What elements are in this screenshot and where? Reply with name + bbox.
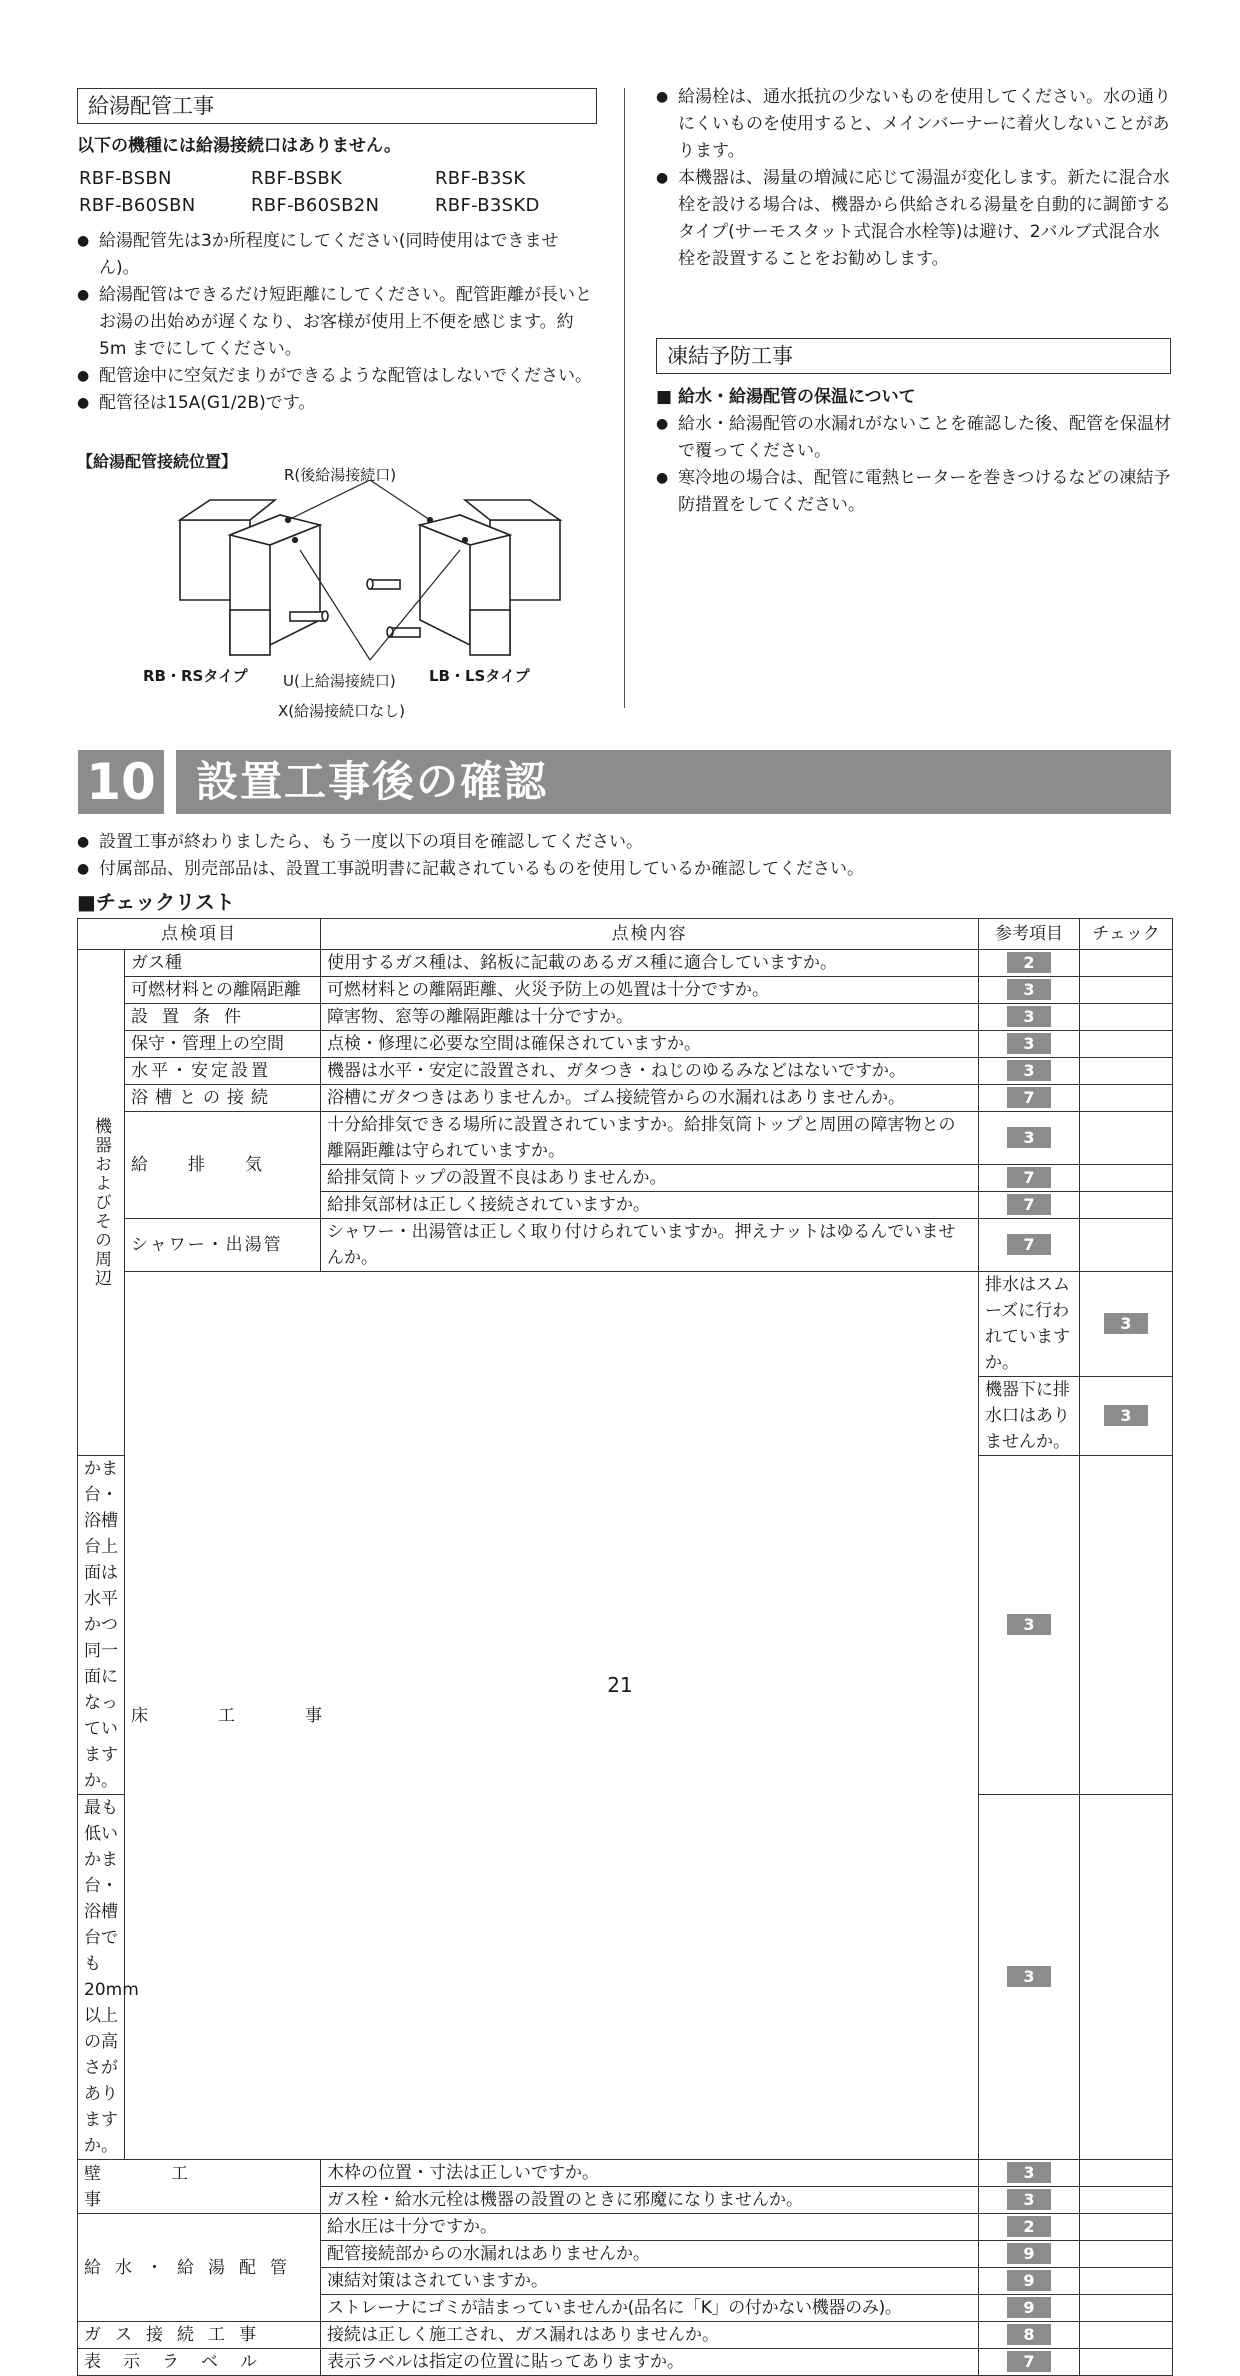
section-title: 設置工事後の確認 (196, 757, 549, 806)
header-content: 点検内容 (321, 919, 979, 950)
reference-cell (979, 2322, 1080, 2349)
table-row (78, 2160, 1173, 2187)
reference-cell (979, 950, 1080, 977)
section-gap (164, 750, 176, 814)
reference-badge: 3 (1007, 2189, 1051, 2210)
list-item: ● 設置工事が終わりましたら、もう一度以下の項目を確認してください。 (77, 829, 1167, 856)
reference-badge: 7 (1007, 2351, 1051, 2372)
check-content: 配管接続部からの水漏れはありませんか。 (321, 2241, 979, 2268)
reference-badge: 8 (1007, 2324, 1051, 2345)
table-row (78, 2349, 1173, 2376)
model-name: RBF-BSBN (79, 168, 172, 189)
check-box-cell[interactable] (1080, 2268, 1173, 2295)
reference-badge: 9 (1007, 2297, 1051, 2318)
model-list (79, 165, 585, 219)
reference-badge: 3 (1007, 979, 1051, 1000)
reference-cell (979, 2295, 1080, 2322)
reference-badge: 3 (1007, 2162, 1051, 2183)
freeze-bullet-list (656, 411, 1176, 519)
model-name: RBF-B60SBN (79, 195, 196, 216)
check-box-cell[interactable] (1080, 1795, 1173, 2160)
check-box-cell[interactable] (1080, 2295, 1173, 2322)
model-name: RBF-B60SB2N (251, 195, 380, 216)
check-content: 十分給排気できる場所に設置されていますか。給排気筒トップと周囲の障害物との離隔距離は守られていますか。 (321, 1112, 979, 1165)
list-item: ● 給湯配管先は3か所程度にしてください(同時使用はできません)。 (77, 228, 597, 282)
table-row (78, 1219, 1173, 1272)
check-box-cell[interactable] (1080, 950, 1173, 977)
check-content: かま台・浴槽台上面は水平かつ同一面になっていますか。 (78, 1456, 125, 1795)
list-item: ● 付属部品、別売部品は、設置工事説明書に記載されているものを使用しているか確認してください。 (77, 856, 1167, 883)
item-label: ガス種 (131, 953, 182, 973)
check-box-cell[interactable] (1080, 1031, 1173, 1058)
section-bullet-list (77, 829, 1167, 883)
reference-badge: 2 (1007, 952, 1051, 973)
reference-cell (979, 1795, 1080, 2160)
section-heading-hot-water-piping: 給湯配管工事 (77, 88, 597, 124)
list-item: ● 本機器は、湯量の増減に応じて湯温が変化します。新たに混合水栓を設ける場合は、機器から供給される湯量を自動的に調節するタイプ(サーモスタット式混合水栓等)は避け、2バルブ式混合水栓を設置することをお勧めします。 (656, 165, 1176, 273)
reference-cell (979, 2187, 1080, 2214)
check-item: 表示ラベル (78, 2349, 321, 2376)
right-bullet-list (656, 84, 1176, 273)
header-item: 点検項目 (78, 919, 321, 950)
column-divider (624, 88, 625, 708)
table-row (78, 977, 1173, 1004)
list-item: ● 寒冷地の場合は、配管に電熱ヒーターを巻きつけるなどの凍結予防措置をしてください。 (656, 465, 1176, 519)
model-name: RBF-B3SKD (435, 195, 540, 216)
check-content: 給排気筒トップの設置不良はありませんか。 (321, 1165, 979, 1192)
reference-badge: 7 (1007, 1194, 1051, 1215)
check-content: 給水圧は十分ですか。 (321, 2214, 979, 2241)
list-item: ● 給水・給湯配管の水漏れがないことを確認した後、配管を保温材で覆ってください。 (656, 411, 1176, 465)
check-box-cell[interactable] (1080, 2322, 1173, 2349)
check-content: 機器下に排水口はありませんか。 (979, 1377, 1080, 1456)
model-name: RBF-BSBK (251, 168, 343, 189)
check-box-cell[interactable] (1080, 1058, 1173, 1085)
label-lb-ls-type: LB・LSタイプ (429, 667, 530, 685)
check-item (125, 950, 321, 977)
reference-cell (979, 2214, 1080, 2241)
check-content: 使用するガス種は、銘板に記載のあるガス種に適合していますか。 (321, 950, 979, 977)
check-box-cell[interactable] (1080, 2160, 1173, 2187)
check-box-cell[interactable] (1080, 1219, 1173, 1272)
check-item: 浴槽との接続 (125, 1085, 321, 1112)
table-row (78, 1272, 1173, 1377)
check-item: 給排気 (125, 1112, 321, 1219)
intro-text: 以下の機種には給湯接続口はありません。 (77, 136, 402, 156)
figure-title: 【給湯配管接続位置】 (77, 452, 238, 471)
reference-badge: 7 (1007, 1087, 1051, 1108)
reference-cell (979, 2160, 1080, 2187)
check-item: 水平・安定設置 (125, 1058, 321, 1085)
table-row (78, 950, 1173, 977)
reference-cell (979, 1456, 1080, 1795)
reference-badge: 3 (1007, 1033, 1051, 1054)
check-content: 点検・修理に必要な空間は確保されていますか。 (321, 1031, 979, 1058)
reference-cell (979, 1165, 1080, 1192)
page-number: 21 (607, 1673, 633, 1697)
reference-badge: 3 (1007, 1127, 1051, 1148)
label-rear-connection: R(後給湯接続口) (284, 466, 397, 484)
reference-badge: 7 (1007, 1234, 1051, 1255)
check-item: 保守・管理上の空間 (125, 1031, 321, 1058)
check-content: 接続は正しく施工され、ガス漏れはありませんか。 (321, 2322, 979, 2349)
left-bullet-list (77, 228, 597, 417)
reference-badge: 3 (1007, 1060, 1051, 1081)
check-box-cell[interactable] (1080, 2187, 1173, 2214)
section-number: 10 (78, 750, 164, 814)
checklist-table (77, 918, 1173, 2376)
check-content: ストレーナにゴミが詰まっていませんか(品名に「K」の付かない機器のみ)。 (321, 2295, 979, 2322)
reference-cell (979, 1112, 1080, 1165)
table-row (78, 1031, 1173, 1058)
reference-cell (979, 1085, 1080, 1112)
table-header-row (78, 919, 1173, 950)
connection-position-diagram (170, 480, 570, 680)
reference-cell (979, 1004, 1080, 1031)
group-label-equipment: 機器およびその周辺 (78, 950, 125, 1456)
reference-cell (979, 2268, 1080, 2295)
subheading-insulation: ■ 給水・給湯配管の保温について (656, 387, 916, 407)
label-no-connection: X(給湯接続口なし) (278, 702, 405, 720)
reference-badge: 3 (1104, 1405, 1148, 1426)
check-box-cell[interactable] (1080, 1004, 1173, 1031)
check-content: 木枠の位置・寸法は正しいですか。 (321, 2160, 979, 2187)
label-rb-rs-type: RB・RSタイプ (143, 667, 248, 685)
check-content: 浴槽にガタつきはありませんか。ゴム接続管からの水漏れはありませんか。 (321, 1085, 979, 1112)
check-box-cell[interactable] (1080, 2241, 1173, 2268)
list-item: ● 配管径は15A(G1/2B)です。 (77, 390, 597, 417)
reference-cell (979, 977, 1080, 1004)
check-content: 表示ラベルは指定の位置に貼ってありますか。 (321, 2349, 979, 2376)
reference-cell (979, 2349, 1080, 2376)
reference-cell (979, 1031, 1080, 1058)
table-row (78, 1058, 1173, 1085)
list-item: ● 配管途中に空気だまりができるような配管はしないでください。 (77, 363, 597, 390)
check-content: 給排気部材は正しく接続されていますか。 (321, 1192, 979, 1219)
check-item: 設置条件 (125, 1004, 321, 1031)
check-box-cell[interactable] (1080, 977, 1173, 1004)
list-item: ● 給湯栓は、通水抵抗の少ないものを使用してください。水の通りにくいものを使用すると、メインバーナーに着火しないことがあります。 (656, 84, 1176, 165)
reference-badge: 9 (1007, 2270, 1051, 2291)
check-box-cell[interactable] (1080, 2214, 1173, 2241)
check-content: 凍結対策はされていますか。 (321, 2268, 979, 2295)
reference-badge: 2 (1007, 2216, 1051, 2237)
section-heading-freeze-prevention: 凍結予防工事 (656, 338, 1171, 374)
check-box-cell[interactable] (1080, 1112, 1173, 1165)
table-row (78, 1112, 1173, 1165)
check-content: 障害物、窓等の離隔距離は十分ですか。 (321, 1004, 979, 1031)
table-row (78, 1004, 1173, 1031)
reference-badge: 3 (1007, 1966, 1051, 1987)
check-box-cell[interactable] (1080, 1085, 1173, 1112)
header-reference: 参考項目 (979, 919, 1080, 950)
table-row (78, 2214, 1173, 2241)
reference-cell (979, 2241, 1080, 2268)
reference-cell (1080, 1377, 1173, 1456)
table-row (78, 2322, 1173, 2349)
check-item: 壁工事 (78, 2160, 321, 2214)
table-row (78, 1085, 1173, 1112)
check-content: 排水はスムーズに行われていますか。 (979, 1272, 1080, 1377)
check-item: ガス接続工事 (78, 2322, 321, 2349)
list-item: ● 給湯配管はできるだけ短距離にしてください。配管距離が長いとお湯の出始めが遅くなり、お客様が使用上不便を感じます。約 5m までにしてください。 (77, 282, 597, 363)
model-name: RBF-B3SK (435, 168, 526, 189)
checklist-title: ■チェックリスト (77, 890, 235, 914)
check-item: 可燃材料との離隔距離 (125, 977, 321, 1004)
check-item: 給水・給湯配管 (78, 2214, 321, 2322)
check-box-cell[interactable] (1080, 2349, 1173, 2376)
reference-cell (979, 1058, 1080, 1085)
header-check: チェック (1080, 919, 1173, 950)
check-box-cell[interactable] (1080, 1456, 1173, 1795)
reference-cell (1080, 1272, 1173, 1377)
reference-badge: 3 (1104, 1313, 1148, 1334)
check-box-cell[interactable] (1080, 1192, 1173, 1219)
check-item: 床工事 (125, 1272, 979, 2160)
reference-badge: 9 (1007, 2243, 1051, 2264)
check-item: シャワー・出湯管 (125, 1219, 321, 1272)
check-content: 最も低いかま台・浴槽台でも 20mm 以上の高さがありますか。 (78, 1795, 125, 2160)
reference-badge: 3 (1007, 1614, 1051, 1635)
check-box-cell[interactable] (1080, 1165, 1173, 1192)
reference-badge: 3 (1007, 1006, 1051, 1027)
check-content: シャワー・出湯管は正しく取り付けられていますか。押えナットはゆるんでいませんか。 (321, 1219, 979, 1272)
reference-badge: 7 (1007, 1167, 1051, 1188)
check-content: 可燃材料との離隔距離、火災予防上の処置は十分ですか。 (321, 977, 979, 1004)
check-content: 機器は水平・安定に設置され、ガタつき・ねじのゆるみなどはないですか。 (321, 1058, 979, 1085)
check-content: ガス栓・給水元栓は機器の設置のときに邪魔になりませんか。 (321, 2187, 979, 2214)
label-top-connection: U(上給湯接続口) (283, 672, 396, 690)
reference-cell (979, 1192, 1080, 1219)
reference-cell (979, 1219, 1080, 1272)
